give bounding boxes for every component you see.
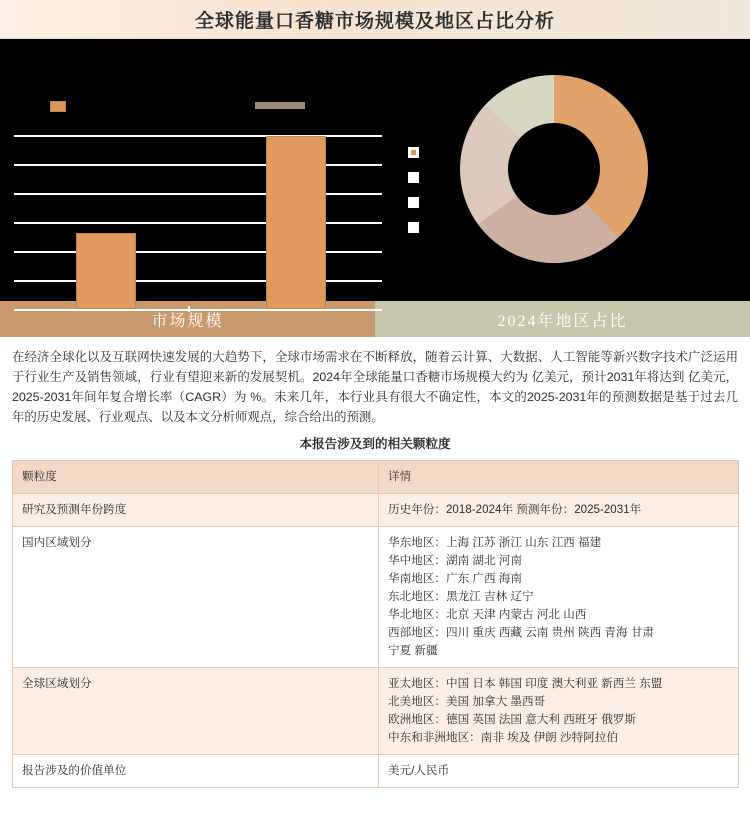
detail-line: 亚太地区：中国 日本 韩国 印度 澳大利亚 新西兰 东盟 xyxy=(388,677,663,690)
legend-swatch-icon xyxy=(408,197,419,208)
legend-swatch-icon xyxy=(50,101,66,112)
detail-line: 华南地区：广东 广西 海南 xyxy=(388,572,522,585)
detail-line: 美元/人民币 xyxy=(388,764,450,777)
row-detail xyxy=(379,527,739,668)
bar-2031 xyxy=(266,136,326,309)
x-axis-tick xyxy=(188,306,190,312)
tab-market-size-label: 市场规模 xyxy=(151,312,224,330)
detail-line: 北美地区：美国 加拿大 墨西哥 xyxy=(388,695,546,708)
table-row xyxy=(13,527,739,668)
gridline xyxy=(14,280,382,282)
detail-line: 华北地区：北京 天津 内蒙古 河北 山西 xyxy=(388,608,587,621)
page-title: 全球能量口香糖市场规模及地区占比分析 xyxy=(194,10,555,32)
detail-line: 华中地区：湖南 湖北 河南 xyxy=(388,554,522,567)
gridline xyxy=(14,251,382,253)
legend-swatch-icon xyxy=(408,222,419,233)
charts-panel xyxy=(0,39,750,301)
detail-line: 华东地区：上海 江苏 浙江 山东 江西 福建 xyxy=(388,536,602,549)
gridline xyxy=(14,193,382,195)
tab-region-share-label: 2024年地区占比 xyxy=(497,312,628,330)
table-caption: 本报告涉及到的相关颗粒度 xyxy=(299,437,451,451)
row-detail xyxy=(379,668,739,755)
table-header-row xyxy=(13,461,739,494)
detail-line: 中东和非洲地区：南非 埃及 伊朗 沙特阿拉伯 xyxy=(388,731,618,744)
pie-chart xyxy=(400,39,750,301)
column-header-detail: 详情 xyxy=(379,461,739,494)
page-header xyxy=(0,0,750,39)
row-name: 全球区域划分 xyxy=(13,668,379,755)
bar-chart-legend xyxy=(0,97,400,117)
tab-region-share[interactable] xyxy=(375,301,750,337)
row-detail xyxy=(379,755,739,788)
gridline xyxy=(14,222,382,224)
gridline xyxy=(14,164,382,166)
donut-hole xyxy=(508,123,600,215)
donut-ring xyxy=(460,75,648,263)
row-detail xyxy=(379,494,739,527)
column-header-granularity: 颗粒度 xyxy=(13,461,379,494)
row-name: 报告涉及的价值单位 xyxy=(13,755,379,788)
bar-chart xyxy=(0,39,400,301)
gridline xyxy=(14,135,382,137)
row-name: 研究及预测年份跨度 xyxy=(13,494,379,527)
bar-chart-axis xyxy=(14,309,382,311)
detail-line: 东北地区：黑龙江 吉林 辽宁 xyxy=(388,590,534,603)
legend-text-block-icon xyxy=(255,102,305,109)
bar-2024 xyxy=(76,233,136,309)
pie-chart-legend xyxy=(408,147,419,247)
table-row xyxy=(13,755,739,788)
detail-line: 欧洲地区：德国 英国 法国 意大利 西班牙 俄罗斯 xyxy=(388,713,636,726)
legend-swatch-icon xyxy=(408,172,419,183)
detail-line: 西部地区：四川 重庆 西藏 云南 贵州 陕西 青海 甘肃 xyxy=(388,626,655,639)
detail-line: 历史年份：2018-2024年 预测年份：2025-2031年 xyxy=(388,503,642,516)
table-row xyxy=(13,668,739,755)
detail-line: 宁夏 新疆 xyxy=(388,644,438,657)
row-name: 国内区域划分 xyxy=(13,527,379,668)
table-row xyxy=(13,494,739,527)
summary-paragraph: 在经济全球化以及互联网快速发展的大趋势下，全球市场需求在不断释放，随着云计算、大数据、人工智能等新兴数字技术广泛运用于行业生产及销售领域，行业有望迎来新的发展契机。2024年全球能量口香糖市场规模大约为 亿美元，预计2031年将达到 亿美元，2025-2031年间年复合增长率（CAGR）为 %。未来几年，本行业具有很大不确定性，本文的2025-2031年的预测数据是基于过去几年的历史发展、行业观点、以及本文分析师观点，综合给出的预测。 xyxy=(12,350,738,424)
granularity-table xyxy=(12,460,739,788)
bar-chart-plot xyxy=(14,135,382,311)
legend-swatch-icon xyxy=(408,147,419,158)
